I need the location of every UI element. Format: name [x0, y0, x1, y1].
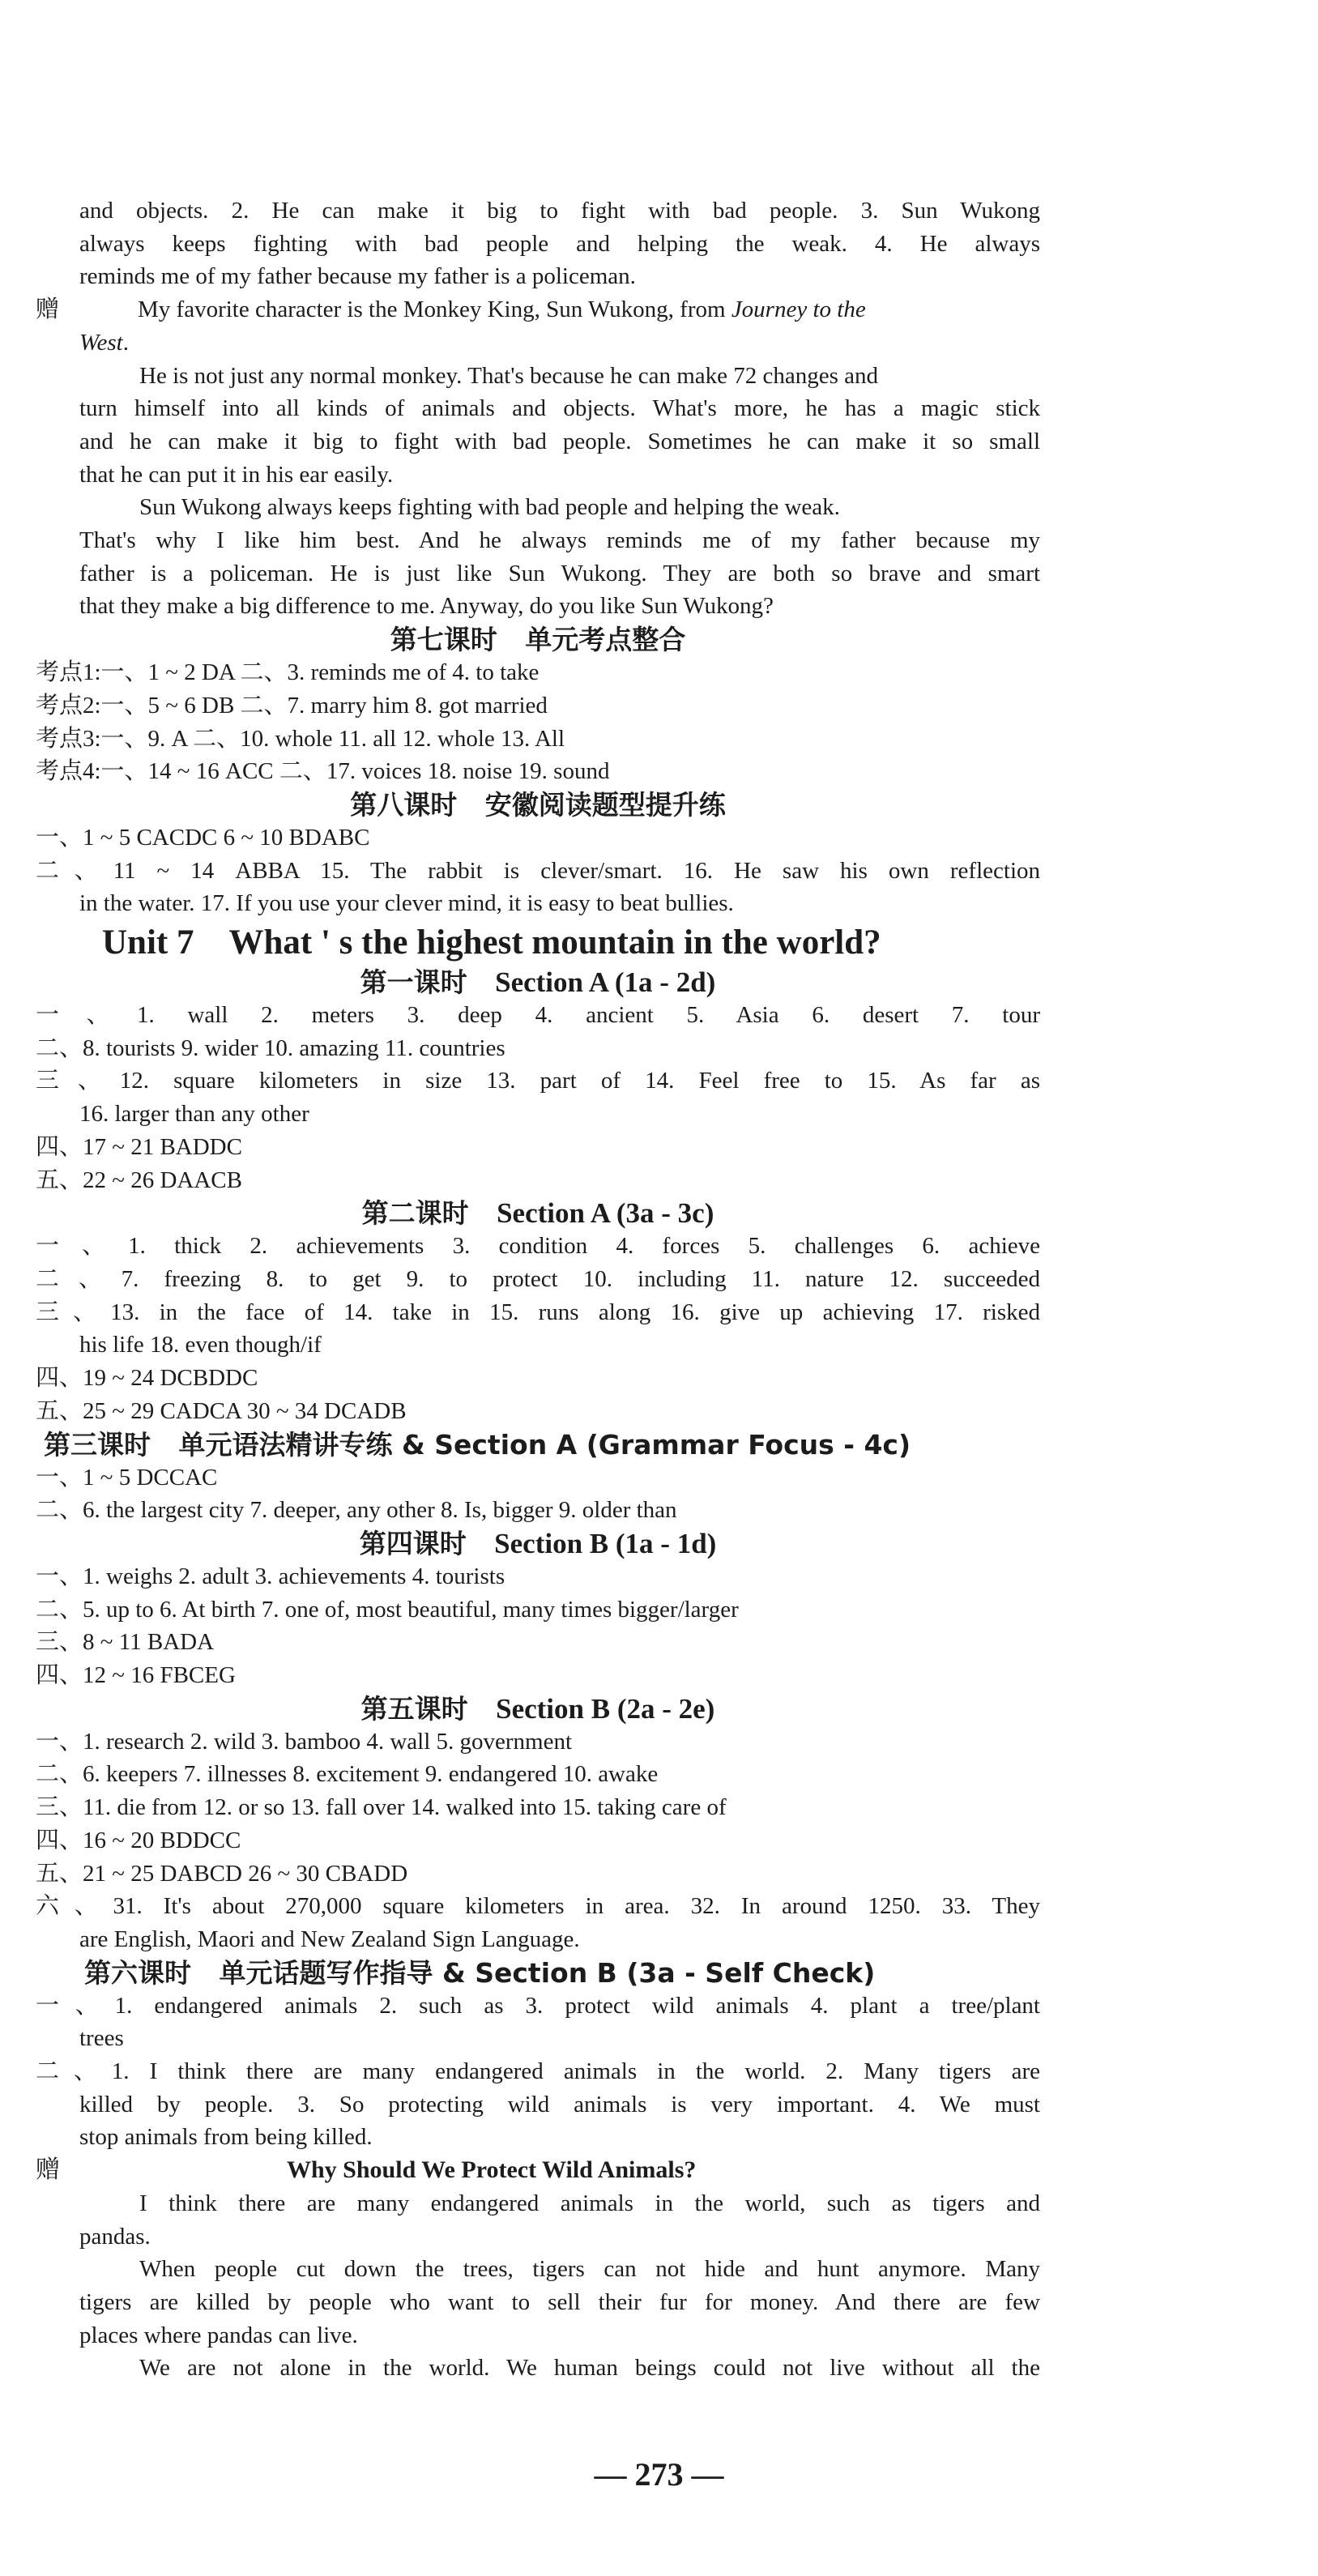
- lesson-title: Section A (3a - 3c): [497, 1197, 714, 1230]
- text-line: 二、6. keepers 7. illnesses 8. excitement 9. endangered 10. awake: [36, 1761, 659, 1788]
- text-line: pandas.: [79, 2223, 151, 2250]
- text-line: 六、31. It's about 270,000 square kilometers in area. 32. In around 1250. 33. They: [36, 1893, 1040, 1920]
- lesson-title: 单元语法精讲专练 & Section A (Grammar Focus - 4c): [178, 1428, 911, 1461]
- text-line: 五、22 ~ 26 DAACB: [36, 1166, 242, 1193]
- lesson-number: 第二课时: [361, 1197, 469, 1230]
- section-label: 赠: [36, 2156, 60, 2184]
- text-line: 二、1. I think there are many endangered animals in the world. 2. Many tigers are: [36, 2058, 1040, 2085]
- lesson-heading: [36, 1527, 1040, 1560]
- section-label: 赠: [36, 296, 60, 323]
- text-line: 五、21 ~ 25 DABCD 26 ~ 30 CBADD: [36, 1860, 408, 1887]
- text-line: 四、12 ~ 16 FBCEG: [36, 1662, 236, 1689]
- page-number: — 273 —: [594, 2456, 724, 2493]
- text-line: 一、1. research 2. wild 3. bamboo 4. wall 5. government: [36, 1728, 573, 1755]
- text-line: He is not just any normal monkey. That's because he can make 72 changes and: [139, 362, 879, 389]
- text-line: 三、13. in the face of 14. take in 15. runs along 16. give up achieving 17. risked: [36, 1299, 1040, 1325]
- text-line: 一、1. wall 2. meters 3. deep 4. ancient 5. Asia 6. desert 7. tour: [36, 1002, 1040, 1029]
- text-line: 一、1. weighs 2. adult 3. achievements 4. tourists: [36, 1563, 505, 1589]
- text-line: 三、12. square kilometers in size 13. part of 14. Feel free to 15. As far as: [36, 1068, 1040, 1094]
- essay-first-line: [36, 293, 1040, 326]
- text-line: are English, Maori and New Zealand Sign Language.: [79, 1926, 580, 1952]
- text-line: that they make a big difference to me. Anyway, do you like Sun Wukong?: [79, 593, 774, 620]
- text-line: trees: [79, 2025, 124, 2052]
- text-line: 一、1. thick 2. achievements 3. condition 4. forces 5. challenges 6. achieve: [36, 1233, 1040, 1260]
- text-span: My favorite character is the Monkey King, Sun Wukong, from: [138, 296, 732, 323]
- text-line: 三、11. die from 12. or so 13. fall over 14. walked into 15. taking care of: [36, 1794, 727, 1821]
- lesson-number: 第八课时: [350, 788, 458, 821]
- lesson-heading: [36, 1428, 1040, 1461]
- lesson-heading: [36, 1692, 1040, 1725]
- text-line: turn himself into all kinds of animals and objects. What's more, he has a magic stick: [79, 395, 1040, 422]
- lesson-number: 第三课时: [44, 1428, 151, 1461]
- lesson-heading: [36, 1956, 1040, 1990]
- text-line: that he can put it in his ear easily.: [79, 461, 394, 488]
- text-line: 考点4:一、14 ~ 16 ACC 二、17. voices 18. noise 19. sound: [36, 758, 610, 785]
- text-line: 二、11 ~ 14 ABBA 15. The rabbit is clever/smart. 16. He saw his own reflection: [36, 857, 1040, 884]
- essay-line: [36, 326, 1040, 360]
- text-line: 二、6. the largest city 7. deeper, any other 8. Is, bigger 9. older than: [36, 1497, 677, 1524]
- text-line: and objects. 2. He can make it big to fight with bad people. 3. Sun Wukong: [79, 198, 1040, 224]
- lesson-heading: [36, 1196, 1040, 1230]
- text-line: his life 18. even though/if: [79, 1332, 322, 1358]
- text-line: 考点3:一、9. A 二、10. whole 11. all 12. whole 13. All: [36, 725, 565, 752]
- book-title-part: West: [79, 329, 123, 356]
- text-line: stop animals from being killed.: [79, 2124, 373, 2151]
- lesson-number: 第四课时: [359, 1527, 467, 1559]
- text-line: always keeps fighting with bad people and helping the weak. 4. He always: [79, 230, 1040, 257]
- text-line: 二、7. freezing 8. to get 9. to protect 10. including 11. nature 12. succeeded: [36, 1265, 1040, 1292]
- text-line: 一、1 ~ 5 DCCAC: [36, 1464, 218, 1491]
- lesson-number: 第一课时: [360, 966, 467, 999]
- text-line: Sun Wukong always keeps fighting with bad people and helping the weak.: [139, 494, 840, 521]
- lesson-title: Section B (1a - 1d): [494, 1527, 717, 1559]
- text-line: in the water. 17. If you use your clever mind, it is easy to beat bullies.: [79, 890, 734, 917]
- book-title-part: Journey to the: [731, 296, 866, 323]
- text-line: killed by people. 3. So protecting wild animals is very important. 4. We must: [79, 2091, 1040, 2118]
- lesson-title: 安徽阅读题型提升练: [484, 788, 726, 821]
- essay-title-line: [36, 2154, 1040, 2187]
- text-line: When people cut down the trees, tigers can not hide and hunt anymore. Many: [139, 2256, 1040, 2283]
- lesson-number: 第七课时: [390, 624, 497, 656]
- lesson-title: Section B (2a - 2e): [496, 1692, 715, 1725]
- text-line: 二、5. up to 6. At birth 7. one of, most beautiful, many times bigger/larger: [36, 1596, 739, 1623]
- lesson-heading: [36, 788, 1040, 821]
- text-line: tigers are killed by people who want to sell their fur for money. And there are few: [79, 2288, 1040, 2315]
- text-line: places where pandas can live.: [79, 2322, 358, 2348]
- lesson-heading: [36, 623, 1040, 656]
- lesson-title: 单元话题写作指导 & Section B (3a - Self Check): [219, 1956, 876, 1989]
- text-line: and he can make it big to fight with bad people. Sometimes he can make it so small: [79, 428, 1040, 454]
- unit-number: Unit 7: [102, 923, 194, 962]
- unit-question: What ' s the highest mountain in the world?: [228, 923, 881, 962]
- unit-title: [36, 920, 1040, 966]
- essay-title: Why Should We Protect Wild Animals?: [287, 2156, 697, 2184]
- text-line: 一、1. endangered animals 2. such as 3. protect wild animals 4. plant a tree/plant: [36, 1992, 1040, 2019]
- lesson-title: Section A (1a - 2d): [495, 966, 716, 999]
- lesson-heading: [36, 966, 1040, 999]
- text-line: reminds me of my father because my father is a policeman.: [79, 263, 636, 290]
- period: .: [122, 329, 129, 356]
- text-line: 考点1:一、1 ~ 2 DA 二、3. reminds me of 4. to take: [36, 659, 540, 686]
- text-line: We are not alone in the world. We human beings could not live without all the: [139, 2355, 1040, 2382]
- text-line: 考点2:一、5 ~ 6 DB 二、7. marry him 8. got married: [36, 692, 548, 719]
- text-line: That's why I like him best. And he always reminds me of my father because my: [79, 527, 1040, 554]
- lesson-number: 第五课时: [360, 1692, 468, 1725]
- main-content: [36, 194, 1040, 2385]
- text-line: father is a policeman. He is just like Sun Wukong. They are both so brave and smart: [79, 560, 1040, 586]
- text-line: I think there are many endangered animals in the world, such as tigers and: [139, 2190, 1040, 2216]
- text-line: 一、1 ~ 5 CACDC 6 ~ 10 BDABC: [36, 824, 370, 851]
- text-line: 四、19 ~ 24 DCBDDC: [36, 1365, 258, 1392]
- lesson-number: 第六课时: [84, 1956, 191, 1989]
- text-line: 五、25 ~ 29 CADCA 30 ~ 34 DCADB: [36, 1397, 407, 1424]
- text-line: 三、8 ~ 11 BADA: [36, 1629, 215, 1656]
- text-line: 四、16 ~ 20 BDDCC: [36, 1827, 241, 1853]
- lesson-title: 单元考点整合: [525, 624, 686, 656]
- text-line: 二、8. tourists 9. wider 10. amazing 11. countries: [36, 1034, 505, 1061]
- text-line: 四、17 ~ 21 BADDC: [36, 1133, 242, 1160]
- text-line: 16. larger than any other: [79, 1101, 309, 1128]
